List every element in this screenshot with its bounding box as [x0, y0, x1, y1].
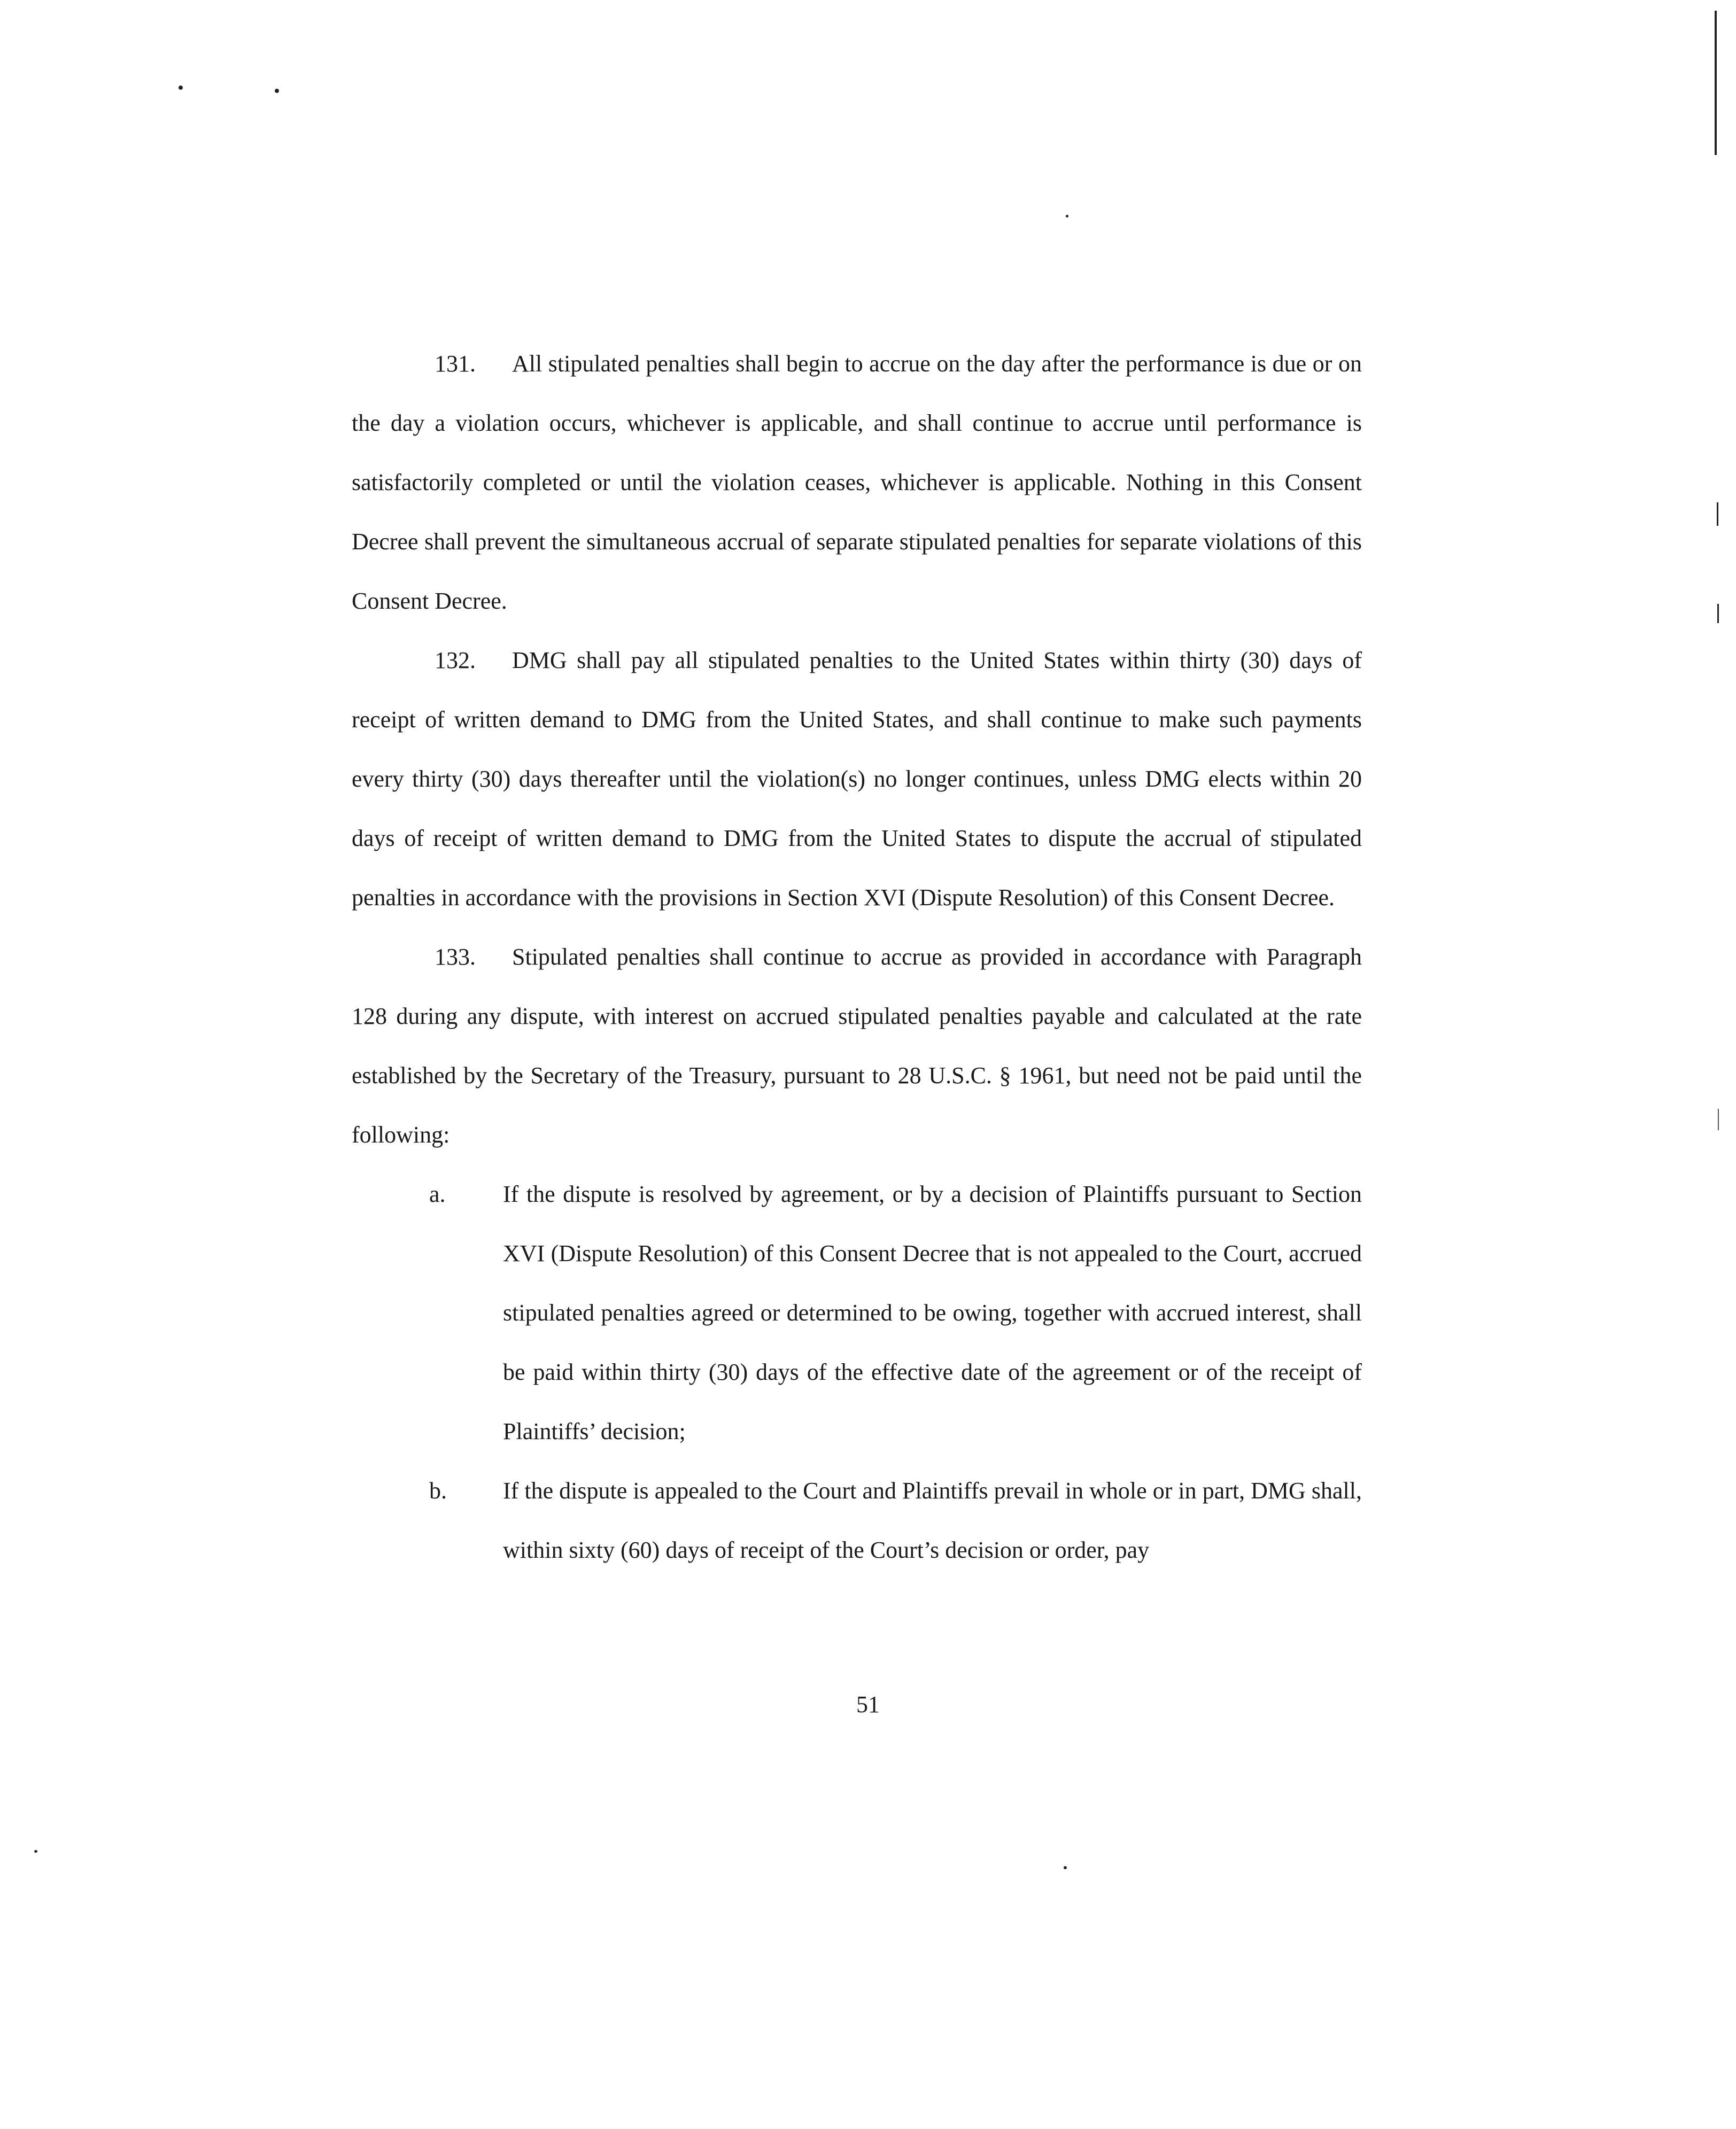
page-number: 51 — [856, 1691, 880, 1718]
paragraph-number: 133. — [435, 944, 476, 970]
subparagraph-text: If the dispute is appealed to the Court and Plaintiffs prevail in whole or in part, DMG shall, within sixty (60) days of receipt of the Court’s decision or order, pay — [503, 1478, 1362, 1563]
scan-speck — [275, 89, 279, 93]
scan-speck — [179, 86, 183, 90]
scan-edge-line — [1715, 11, 1717, 155]
scan-speck — [1066, 215, 1068, 217]
paragraph-133 — [352, 927, 1362, 1164]
paragraph-132 — [352, 631, 1362, 927]
paragraph-text: Stipulated penalties shall continue to accrue as provided in accordance with Paragraph 128 during any dispute, with interest on accrued stipulated penalties payable and calculated at the rate established by the Secretary of the Treasury, pursuant to 28 U.S.C. § 1961, but need not be paid until the following: — [352, 944, 1362, 1148]
subparagraph-label: b. — [429, 1478, 447, 1504]
paragraph-text: DMG shall pay all stipulated penalties to the United States within thirty (30) days of receipt of written demand to DMG from the United States, and shall continue to make such payments every thirty (30) days thereafter until the violation(s) no longer continues, unless DMG elects within 20 days of receipt of written demand to DMG from the United States to dispute the accrual of stipulated penalties in accordance with the provisions in Section XVI (Dispute Resolution) of this Consent Decree. — [352, 647, 1362, 911]
scan-edge-line — [1717, 502, 1718, 526]
paragraph-number: 132. — [435, 647, 476, 673]
subparagraph-b — [352, 1461, 1362, 1580]
scan-edge-line — [1718, 1109, 1719, 1130]
scan-speck — [1064, 1866, 1067, 1869]
subparagraph-a — [352, 1164, 1362, 1461]
document-body — [352, 334, 1362, 1580]
paragraph-number: 131. — [435, 351, 476, 377]
subparagraph-text: If the dispute is resolved by agreement, or by a decision of Plaintiffs pursuant to Section XVI (Dispute Resolution) of this Consent Decree that is not appealed to the Court, accrued stipulated penalties agreed or determined to be owing, together with accrued interest, shall be paid within thirty (30) days of the effective date of the agreement or of the receipt of Plaintiffs’ decision; — [503, 1181, 1362, 1444]
scan-speck — [34, 1850, 37, 1853]
paragraph-text: All stipulated penalties shall begin to accrue on the day after the performance is due or on the day a violation occurs, whichever is applicable, and shall continue to accrue until performance is satisfactorily completed or until the violation ceases, whichever is applicable. Nothing in this Consent Decree shall prevent the simultaneous accrual of separate stipulated penalties for separate violations of this Consent Decree. — [352, 351, 1362, 614]
scan-edge-line — [1717, 604, 1719, 623]
subparagraph-label: a. — [429, 1181, 446, 1207]
paragraph-131 — [352, 334, 1362, 631]
